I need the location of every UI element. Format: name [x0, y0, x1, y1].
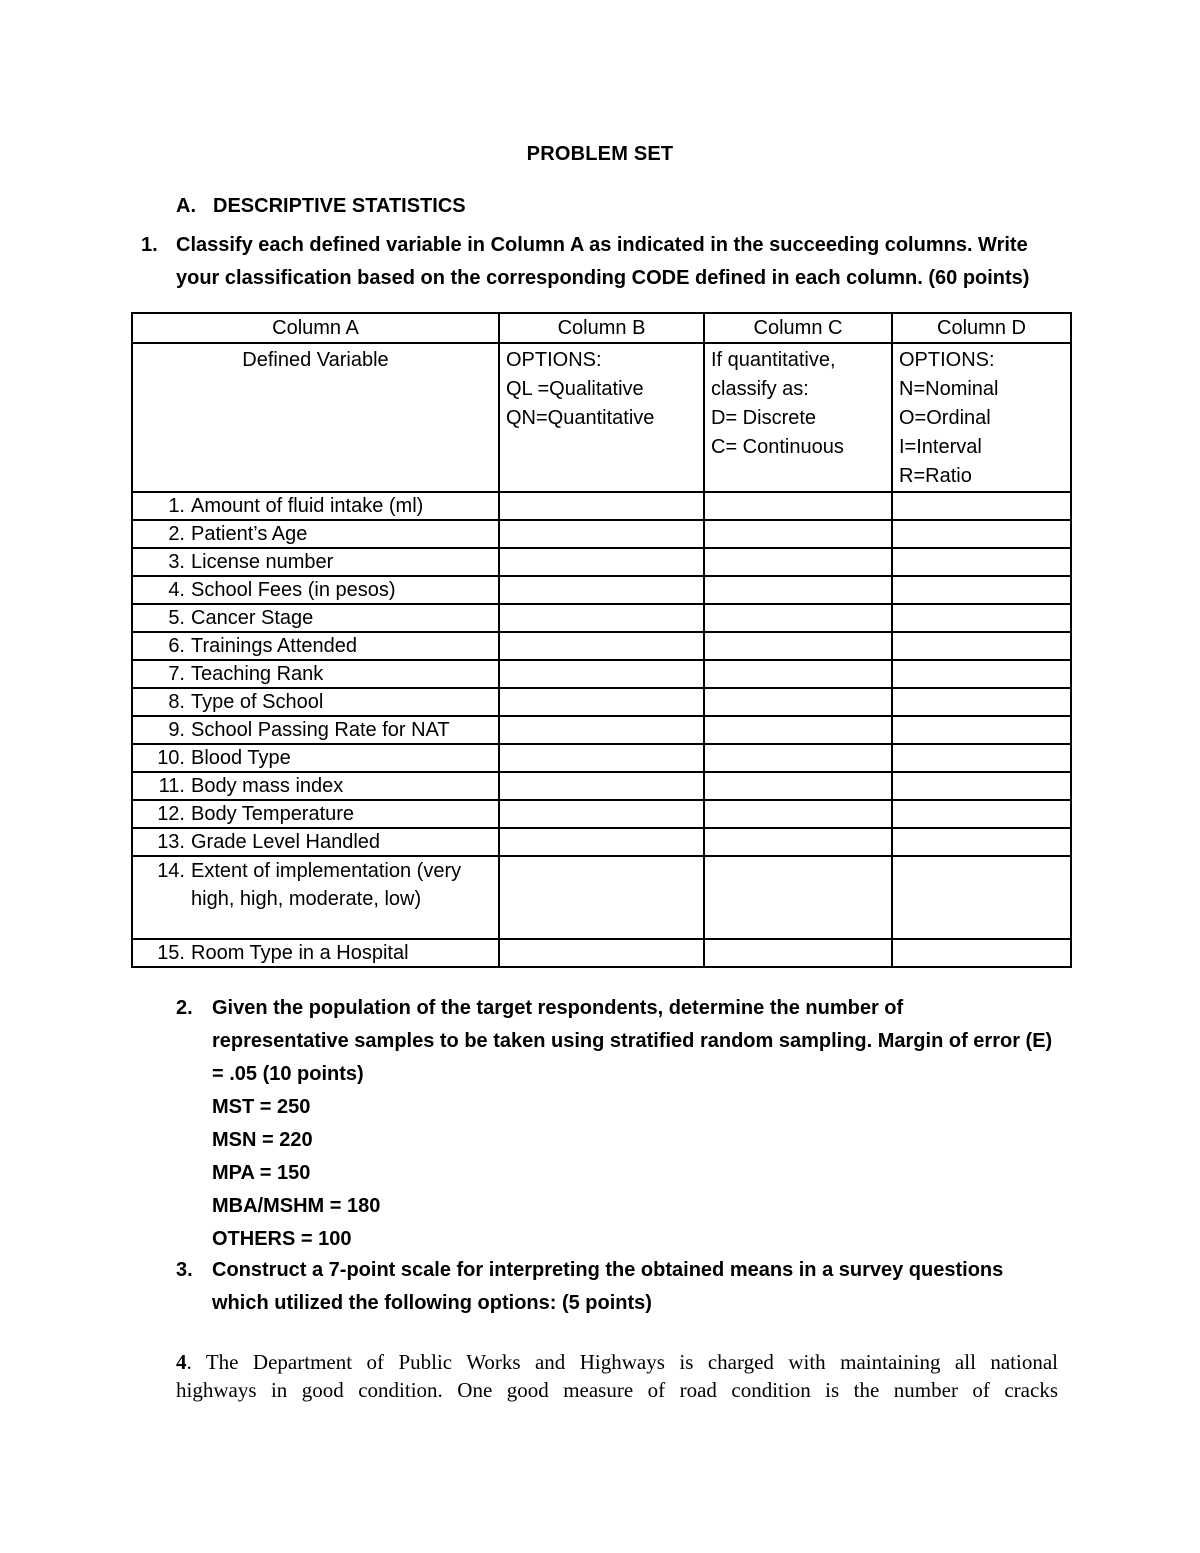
- column-c-answer-cell[interactable]: [704, 688, 892, 716]
- variable-cell: [132, 576, 499, 604]
- sample-item: OTHERS = 100: [212, 1228, 352, 1250]
- variable-label: Body mass index: [191, 775, 344, 797]
- variable-cell: [132, 939, 499, 967]
- variable-label: School Fees (in pesos): [191, 579, 396, 601]
- variable-number: 14.: [157, 860, 185, 882]
- variable-cell: [132, 716, 499, 744]
- variable-number: 9.: [168, 719, 185, 741]
- section-letter: A.: [176, 195, 196, 217]
- variable-cell: [132, 856, 499, 939]
- column-d-option: I=Interval: [899, 436, 982, 458]
- question-3-line-1: Construct a 7-point scale for interpreting the obtained means in a survey questions: [212, 1259, 1004, 1281]
- variable-cell: [132, 520, 499, 548]
- variable-number: 15.: [157, 942, 185, 964]
- column-b-header: Column B: [499, 313, 704, 343]
- variable-cell: [132, 772, 499, 800]
- table-row: [132, 576, 1071, 604]
- variable-cell: [132, 492, 499, 520]
- column-c-answer-cell[interactable]: [704, 772, 892, 800]
- column-d-answer-cell[interactable]: [892, 716, 1071, 744]
- variable-number: 3.: [168, 551, 185, 573]
- column-c-option: If quantitative,: [711, 349, 836, 371]
- column-c-header: Column C: [704, 313, 892, 343]
- table-row: [132, 492, 1071, 520]
- variable-cell: [132, 548, 499, 576]
- table-row: [132, 520, 1071, 548]
- column-b-option: QN=Quantitative: [506, 407, 655, 429]
- question-4-number: 4: [176, 1350, 187, 1374]
- column-a-header: Column A: [132, 313, 499, 343]
- variable-label: Trainings Attended: [191, 635, 358, 657]
- table-row: [132, 856, 1071, 939]
- column-b-answer-cell[interactable]: [499, 632, 704, 660]
- table-options-row: [132, 343, 1071, 492]
- column-d-answer-cell[interactable]: [892, 856, 1071, 939]
- column-d-answer-cell[interactable]: [892, 548, 1071, 576]
- column-d-option: N=Nominal: [899, 378, 999, 400]
- variable-label: Blood Type: [191, 747, 291, 769]
- column-d-answer-cell[interactable]: [892, 576, 1071, 604]
- column-d-options: [892, 343, 1071, 492]
- table-row: [132, 828, 1071, 856]
- column-c-answer-cell[interactable]: [704, 548, 892, 576]
- variable-label: License number: [191, 551, 334, 573]
- column-d-answer-cell[interactable]: [892, 688, 1071, 716]
- question-2-line-3: = .05 (10 points): [212, 1063, 364, 1085]
- table-row: [132, 688, 1071, 716]
- classification-table: [131, 312, 1072, 968]
- column-c-answer-cell[interactable]: [704, 800, 892, 828]
- question-2-text: [212, 992, 1072, 1256]
- variable-cell: [132, 604, 499, 632]
- column-b-answer-cell[interactable]: [499, 939, 704, 967]
- column-b-option: QL =Qualitative: [506, 378, 644, 400]
- column-d-answer-cell[interactable]: [892, 939, 1071, 967]
- sample-item: MBA/MSHM = 180: [212, 1195, 381, 1217]
- table-row: [132, 548, 1071, 576]
- table-row: [132, 604, 1071, 632]
- column-c-answer-cell[interactable]: [704, 520, 892, 548]
- table-row: [132, 939, 1071, 967]
- sample-item: MPA = 150: [212, 1162, 311, 1184]
- variable-number: 13.: [157, 831, 185, 853]
- variable-label: Room Type in a Hospital: [191, 942, 409, 964]
- table-row: [132, 772, 1071, 800]
- column-c-answer-cell[interactable]: [704, 716, 892, 744]
- column-b-answer-cell[interactable]: [499, 772, 704, 800]
- variable-cell: [132, 632, 499, 660]
- question-2-number: 2.: [176, 997, 193, 1019]
- question-2-line-2: representative samples to be taken using stratified random sampling. Margin of error (E): [212, 1030, 1053, 1052]
- variable-number: 12.: [157, 803, 185, 825]
- question-1-number: 1.: [141, 234, 158, 256]
- variable-label: Cancer Stage: [191, 607, 314, 629]
- column-d-answer-cell[interactable]: [892, 520, 1071, 548]
- column-b-answer-cell[interactable]: [499, 688, 704, 716]
- column-d-answer-cell[interactable]: [892, 800, 1071, 828]
- column-d-answer-cell[interactable]: [892, 632, 1071, 660]
- page-title: PROBLEM SET: [526, 143, 674, 165]
- column-b-answer-cell[interactable]: [499, 576, 704, 604]
- column-d-option: OPTIONS:: [899, 349, 995, 371]
- column-c-answer-cell[interactable]: [704, 632, 892, 660]
- column-c-answer-cell[interactable]: [704, 939, 892, 967]
- table-row: [132, 660, 1071, 688]
- variable-label: Teaching Rank: [191, 663, 324, 685]
- column-d-option: O=Ordinal: [899, 407, 991, 429]
- table-row: [132, 716, 1071, 744]
- column-c-answer-cell[interactable]: [704, 492, 892, 520]
- column-c-answer-cell[interactable]: [704, 604, 892, 632]
- column-c-answer-cell[interactable]: [704, 744, 892, 772]
- column-b-answer-cell[interactable]: [499, 744, 704, 772]
- column-b-answer-cell[interactable]: [499, 828, 704, 856]
- column-d-answer-cell[interactable]: [892, 604, 1071, 632]
- column-c-option: C= Continuous: [711, 436, 844, 458]
- column-d-header: Column D: [892, 313, 1071, 343]
- column-b-option: OPTIONS:: [506, 349, 602, 371]
- column-c-answer-cell[interactable]: [704, 576, 892, 604]
- column-b-answer-cell[interactable]: [499, 856, 704, 939]
- column-b-options: [499, 343, 704, 492]
- variable-number: 10.: [157, 747, 185, 769]
- column-b-answer-cell[interactable]: [499, 492, 704, 520]
- variable-number: 2.: [168, 523, 185, 545]
- table-row: [132, 744, 1071, 772]
- question-1-line-2: your classification based on the corresponding CODE defined in each column. (60 points): [176, 267, 1030, 289]
- column-d-answer-cell[interactable]: [892, 660, 1071, 688]
- column-b-answer-cell[interactable]: [499, 660, 704, 688]
- variable-number: 8.: [168, 691, 185, 713]
- column-b-answer-cell[interactable]: [499, 520, 704, 548]
- column-c-options: [704, 343, 892, 492]
- variable-label: Grade Level Handled: [191, 831, 381, 853]
- variable-label: Patient’s Age: [191, 523, 308, 545]
- table-row: [132, 800, 1071, 828]
- column-b-answer-cell[interactable]: [499, 548, 704, 576]
- table-header-row: [132, 313, 1071, 343]
- question-2-line-1: Given the population of the target respondents, determine the number of: [212, 997, 904, 1019]
- variable-cell: [132, 660, 499, 688]
- question-4-line-2: highways in good condition. One good measure of road condition is the number of cracks: [176, 1378, 1058, 1402]
- column-c-option: D= Discrete: [711, 407, 817, 429]
- variable-cell: [132, 800, 499, 828]
- table-row: [132, 632, 1071, 660]
- variable-label: Amount of fluid intake (ml): [191, 495, 424, 517]
- sample-item: MSN = 220: [212, 1129, 313, 1151]
- variable-label: Body Temperature: [191, 803, 355, 825]
- variable-number: 7.: [168, 663, 185, 685]
- variable-label: School Passing Rate for NAT: [191, 719, 450, 741]
- variable-number: 5.: [168, 607, 185, 629]
- question-4-text: [176, 1348, 1058, 1404]
- column-c-answer-cell[interactable]: [704, 828, 892, 856]
- variable-cell: [132, 688, 499, 716]
- question-1-text: [176, 229, 1076, 295]
- question-3-line-2: which utilized the following options: (5 points): [212, 1292, 652, 1314]
- variable-number: 11.: [158, 775, 185, 797]
- question-3-number: 3.: [176, 1259, 193, 1281]
- question-3-text: [212, 1254, 1072, 1320]
- column-c-answer-cell[interactable]: [704, 660, 892, 688]
- variable-number: 1.: [168, 495, 185, 517]
- sample-list: [212, 1091, 1072, 1256]
- column-d-answer-cell[interactable]: [892, 828, 1071, 856]
- column-d-option: R=Ratio: [899, 465, 972, 487]
- variable-label: Type of School: [191, 691, 324, 713]
- column-b-answer-cell[interactable]: [499, 604, 704, 632]
- variable-label: Extent of implementation (very high, high, moderate, low): [191, 860, 462, 910]
- column-d-answer-cell[interactable]: [892, 492, 1071, 520]
- variable-number: 4.: [168, 579, 185, 601]
- variable-cell: [132, 744, 499, 772]
- column-c-option: classify as:: [711, 378, 809, 400]
- column-d-answer-cell[interactable]: [892, 772, 1071, 800]
- column-b-answer-cell[interactable]: [499, 716, 704, 744]
- column-c-answer-cell[interactable]: [704, 856, 892, 939]
- question-1-line-1: Classify each defined variable in Column A as indicated in the succeeding columns. Write: [176, 234, 1028, 256]
- sample-item: MST = 250: [212, 1096, 311, 1118]
- question-4-line-1: . The Department of Public Works and Highways is charged with maintaining all national: [186, 1350, 1058, 1374]
- variable-cell: [132, 828, 499, 856]
- section-heading: DESCRIPTIVE STATISTICS: [213, 195, 466, 217]
- column-b-answer-cell[interactable]: [499, 800, 704, 828]
- variable-number: 6.: [168, 635, 185, 657]
- column-a-description: Defined Variable: [132, 343, 499, 492]
- column-d-answer-cell[interactable]: [892, 744, 1071, 772]
